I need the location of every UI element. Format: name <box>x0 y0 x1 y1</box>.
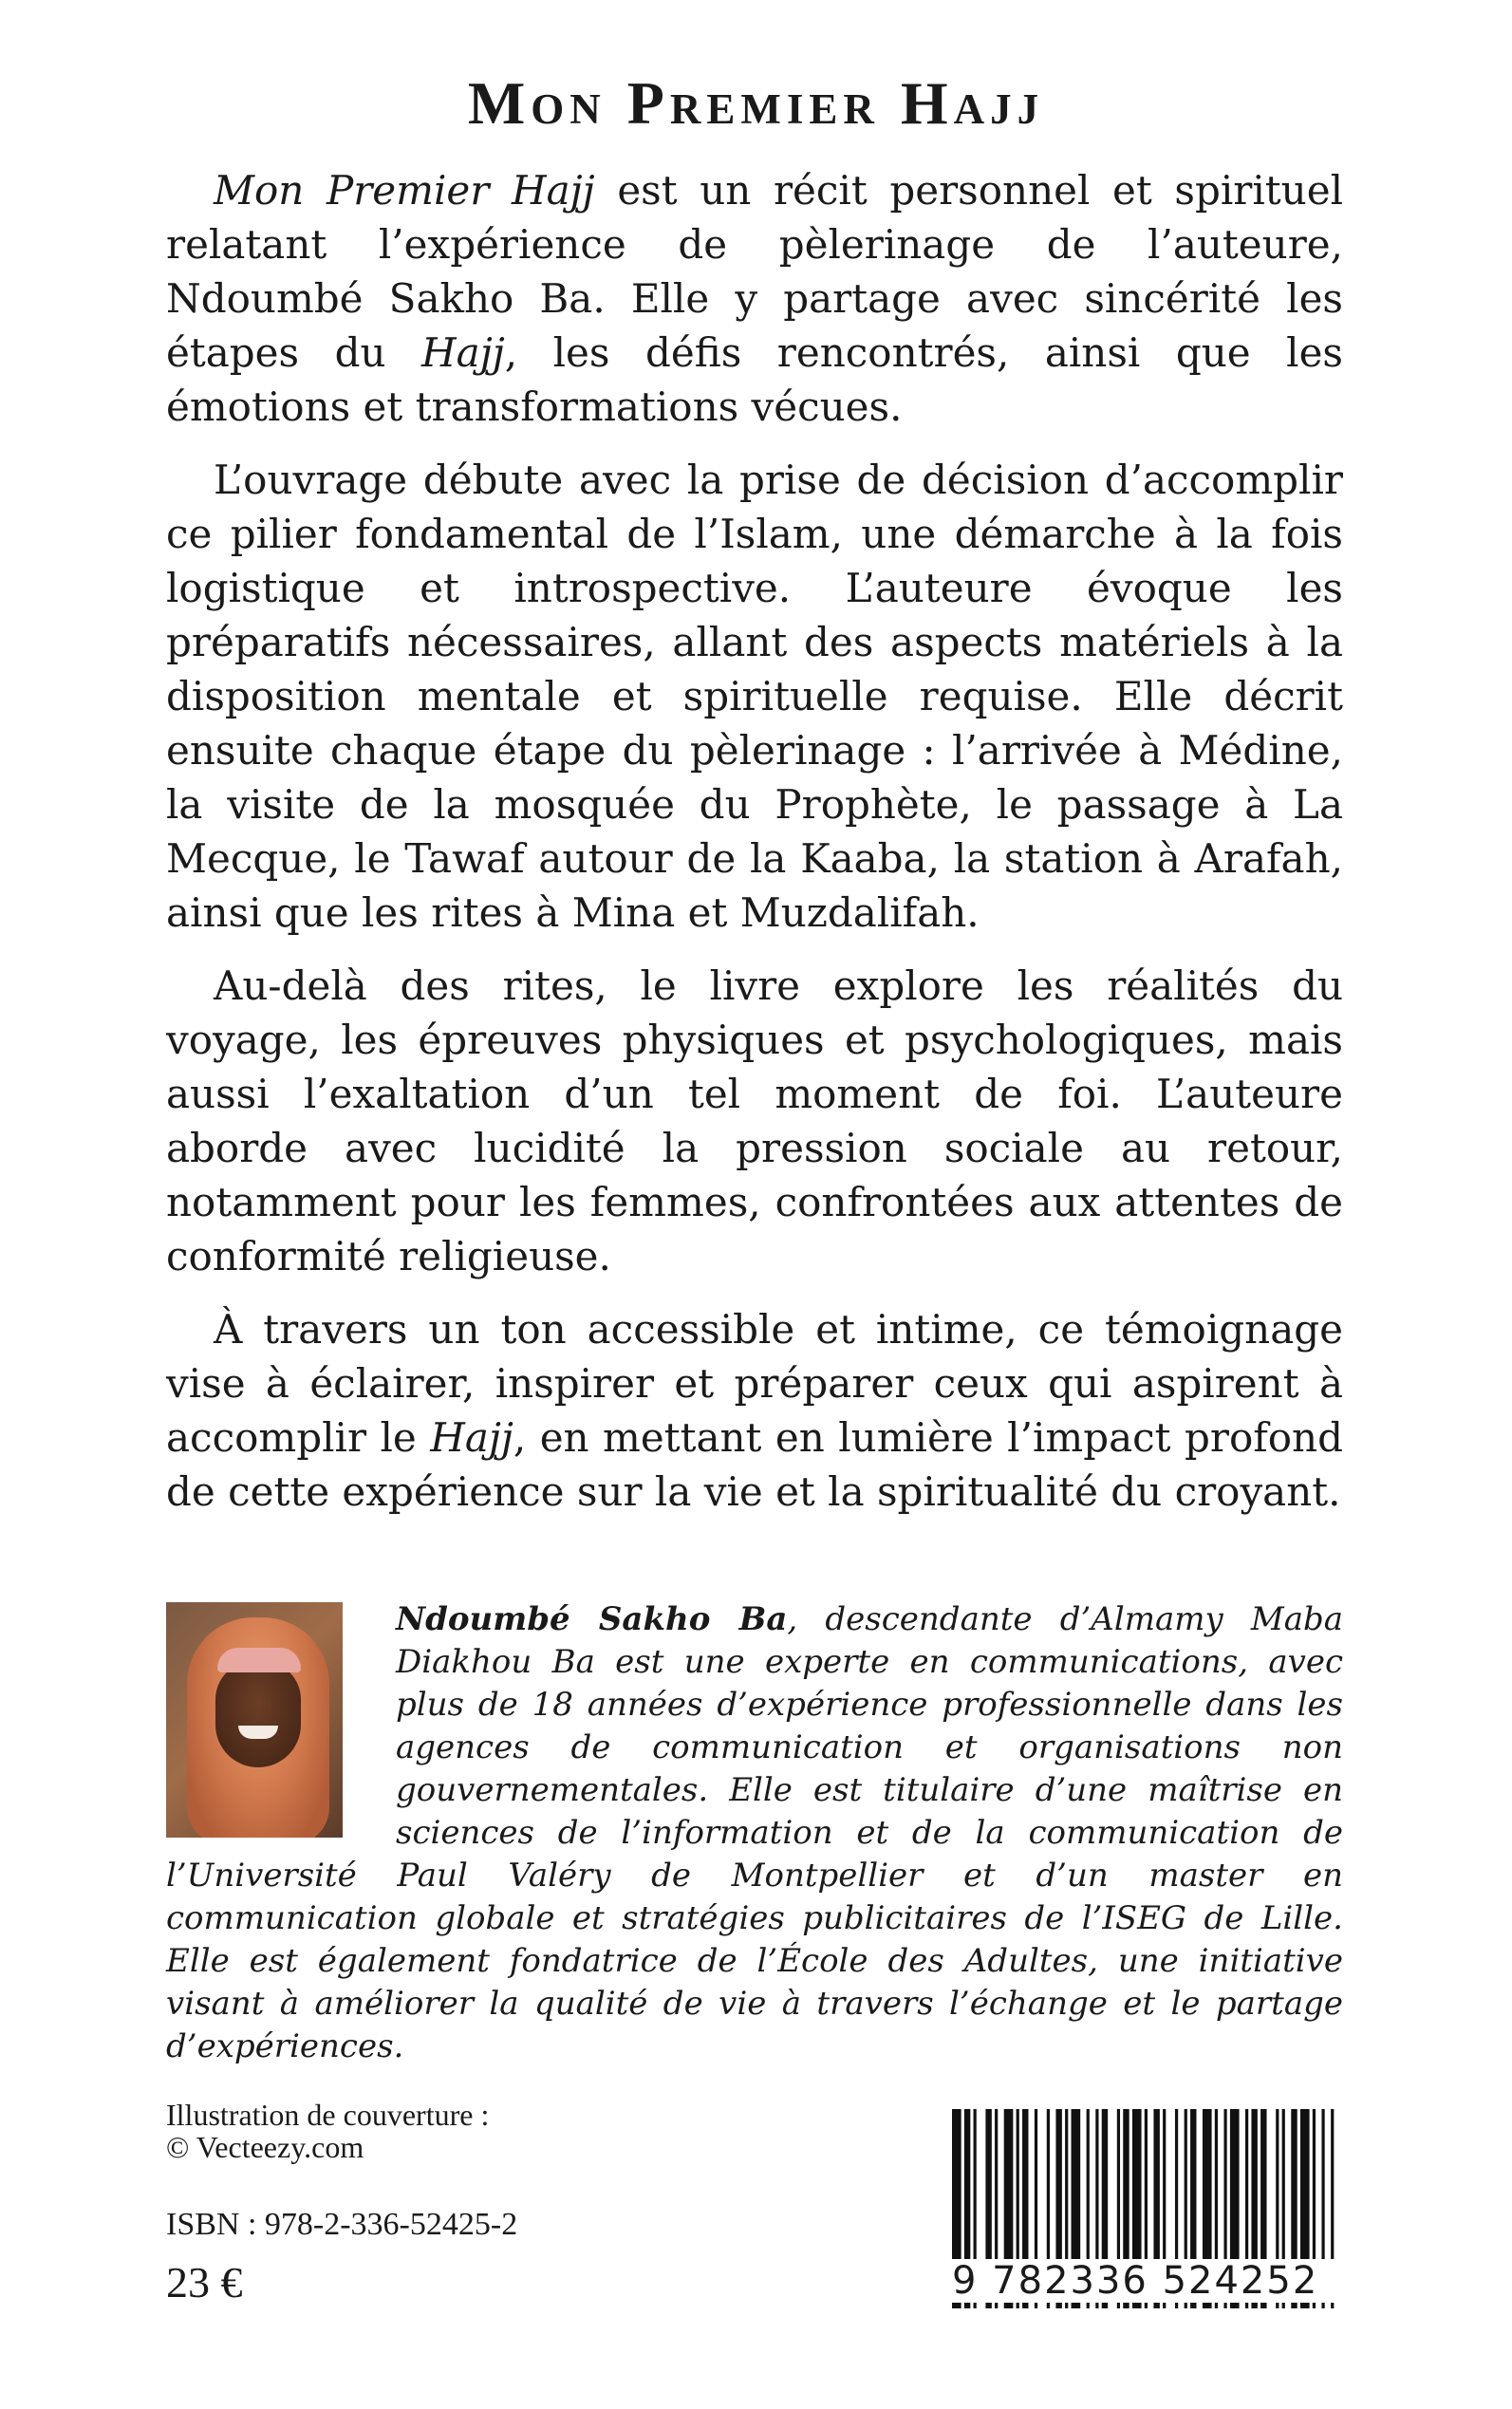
author-photo <box>166 1602 343 1838</box>
text-run: , les défis rencontrés, ainsi que les émotions et transformations vécues. <box>166 329 1343 430</box>
cover-credit-label: Illustration de couverture : <box>166 2098 490 2132</box>
isbn: ISBN : 978-2-336-52425-2 <box>166 2207 518 2242</box>
text-run: Mon Premier Hajj <box>214 167 595 214</box>
book-title: Mon Premier Hajj <box>467 69 1045 137</box>
blurb-paragraph-4 <box>166 1302 1343 1519</box>
text-run: L’ouvrage débute avec la prise de décision d’accomplir ce pilier fondamental de l’Islam, une démarche à la fois logistique et introspective. L’auteure évoque les préparatifs nécessaires, allant des aspects matériels à la disposition mentale et spirituelle requise. Elle décrit ensuite chaque étape du pèlerinage : l’arrivée à Médine, la visite de la mosquée du Prophète, le passage à La Mecque, le Tawaf autour de la Kaaba, la station à Arafah, ainsi que les rites à Mina et Muzdalifah. <box>166 457 1343 936</box>
blurb <box>166 163 1343 1538</box>
author-bio <box>166 1598 1343 2068</box>
price: 23 € <box>166 2258 243 2306</box>
author-bio-text: , descendante d’Almamy Maba Diakhou Ba est une experte en communications, avec plus de 18 années d’expérience professionnelle dans les agences de communication et organisations non gouvernementales. Elle est titulaire d’une maîtrise en sciences de l’information et de la communication de l’Université Paul Valéry de Montpellier et d’un master en communication globale et stratégies publicitaires de l’ISEG de Lille. Elle est également fondatrice de l’École des Adultes, une initiative visant à améliorer la qualité de vie à travers l’échange et le partage d’expériences. <box>166 1600 1343 2065</box>
text-run: Au-delà des rites, le livre explore les réalités du voyage, les épreuves physiques et psychologiques, mais aussi l’exaltation d’un tel moment de foi. L’auteure aborde avec lucidité la pression sociale au retour, notamment pour les femmes, confrontées aux attentes de conformité religieuse. <box>166 962 1343 1279</box>
cover-credit <box>166 2099 489 2163</box>
blurb-paragraph-1 <box>166 163 1343 434</box>
author-name: Ndoumbé Sakho Ba <box>396 1600 788 1638</box>
text-run: est un récit personnel et spirituel relatant l’expérience de pèlerinage de l’auteure, Ndoumbé Sakho Ba. Elle y partage avec sincérité les étapes du <box>166 167 1343 376</box>
text-run: , en mettant en lumière l’impact profond de cette expérience sur la vie et la spiritualité du croyant. <box>166 1414 1343 1515</box>
blurb-paragraph-2 <box>166 453 1343 940</box>
text-run: À travers un ton accessible et intime, ce témoignage vise à éclairer, inspirer et préparer ceux qui aspirent à accomplir le <box>166 1306 1343 1461</box>
text-run: Hajj <box>430 1414 513 1461</box>
cover-credit-source: © Vecteezy.com <box>166 2130 364 2164</box>
barcode-digits: 9 782336 524252 <box>952 2259 1343 2303</box>
text-run: Hajj <box>421 329 505 376</box>
blurb-paragraph-3 <box>166 959 1343 1283</box>
